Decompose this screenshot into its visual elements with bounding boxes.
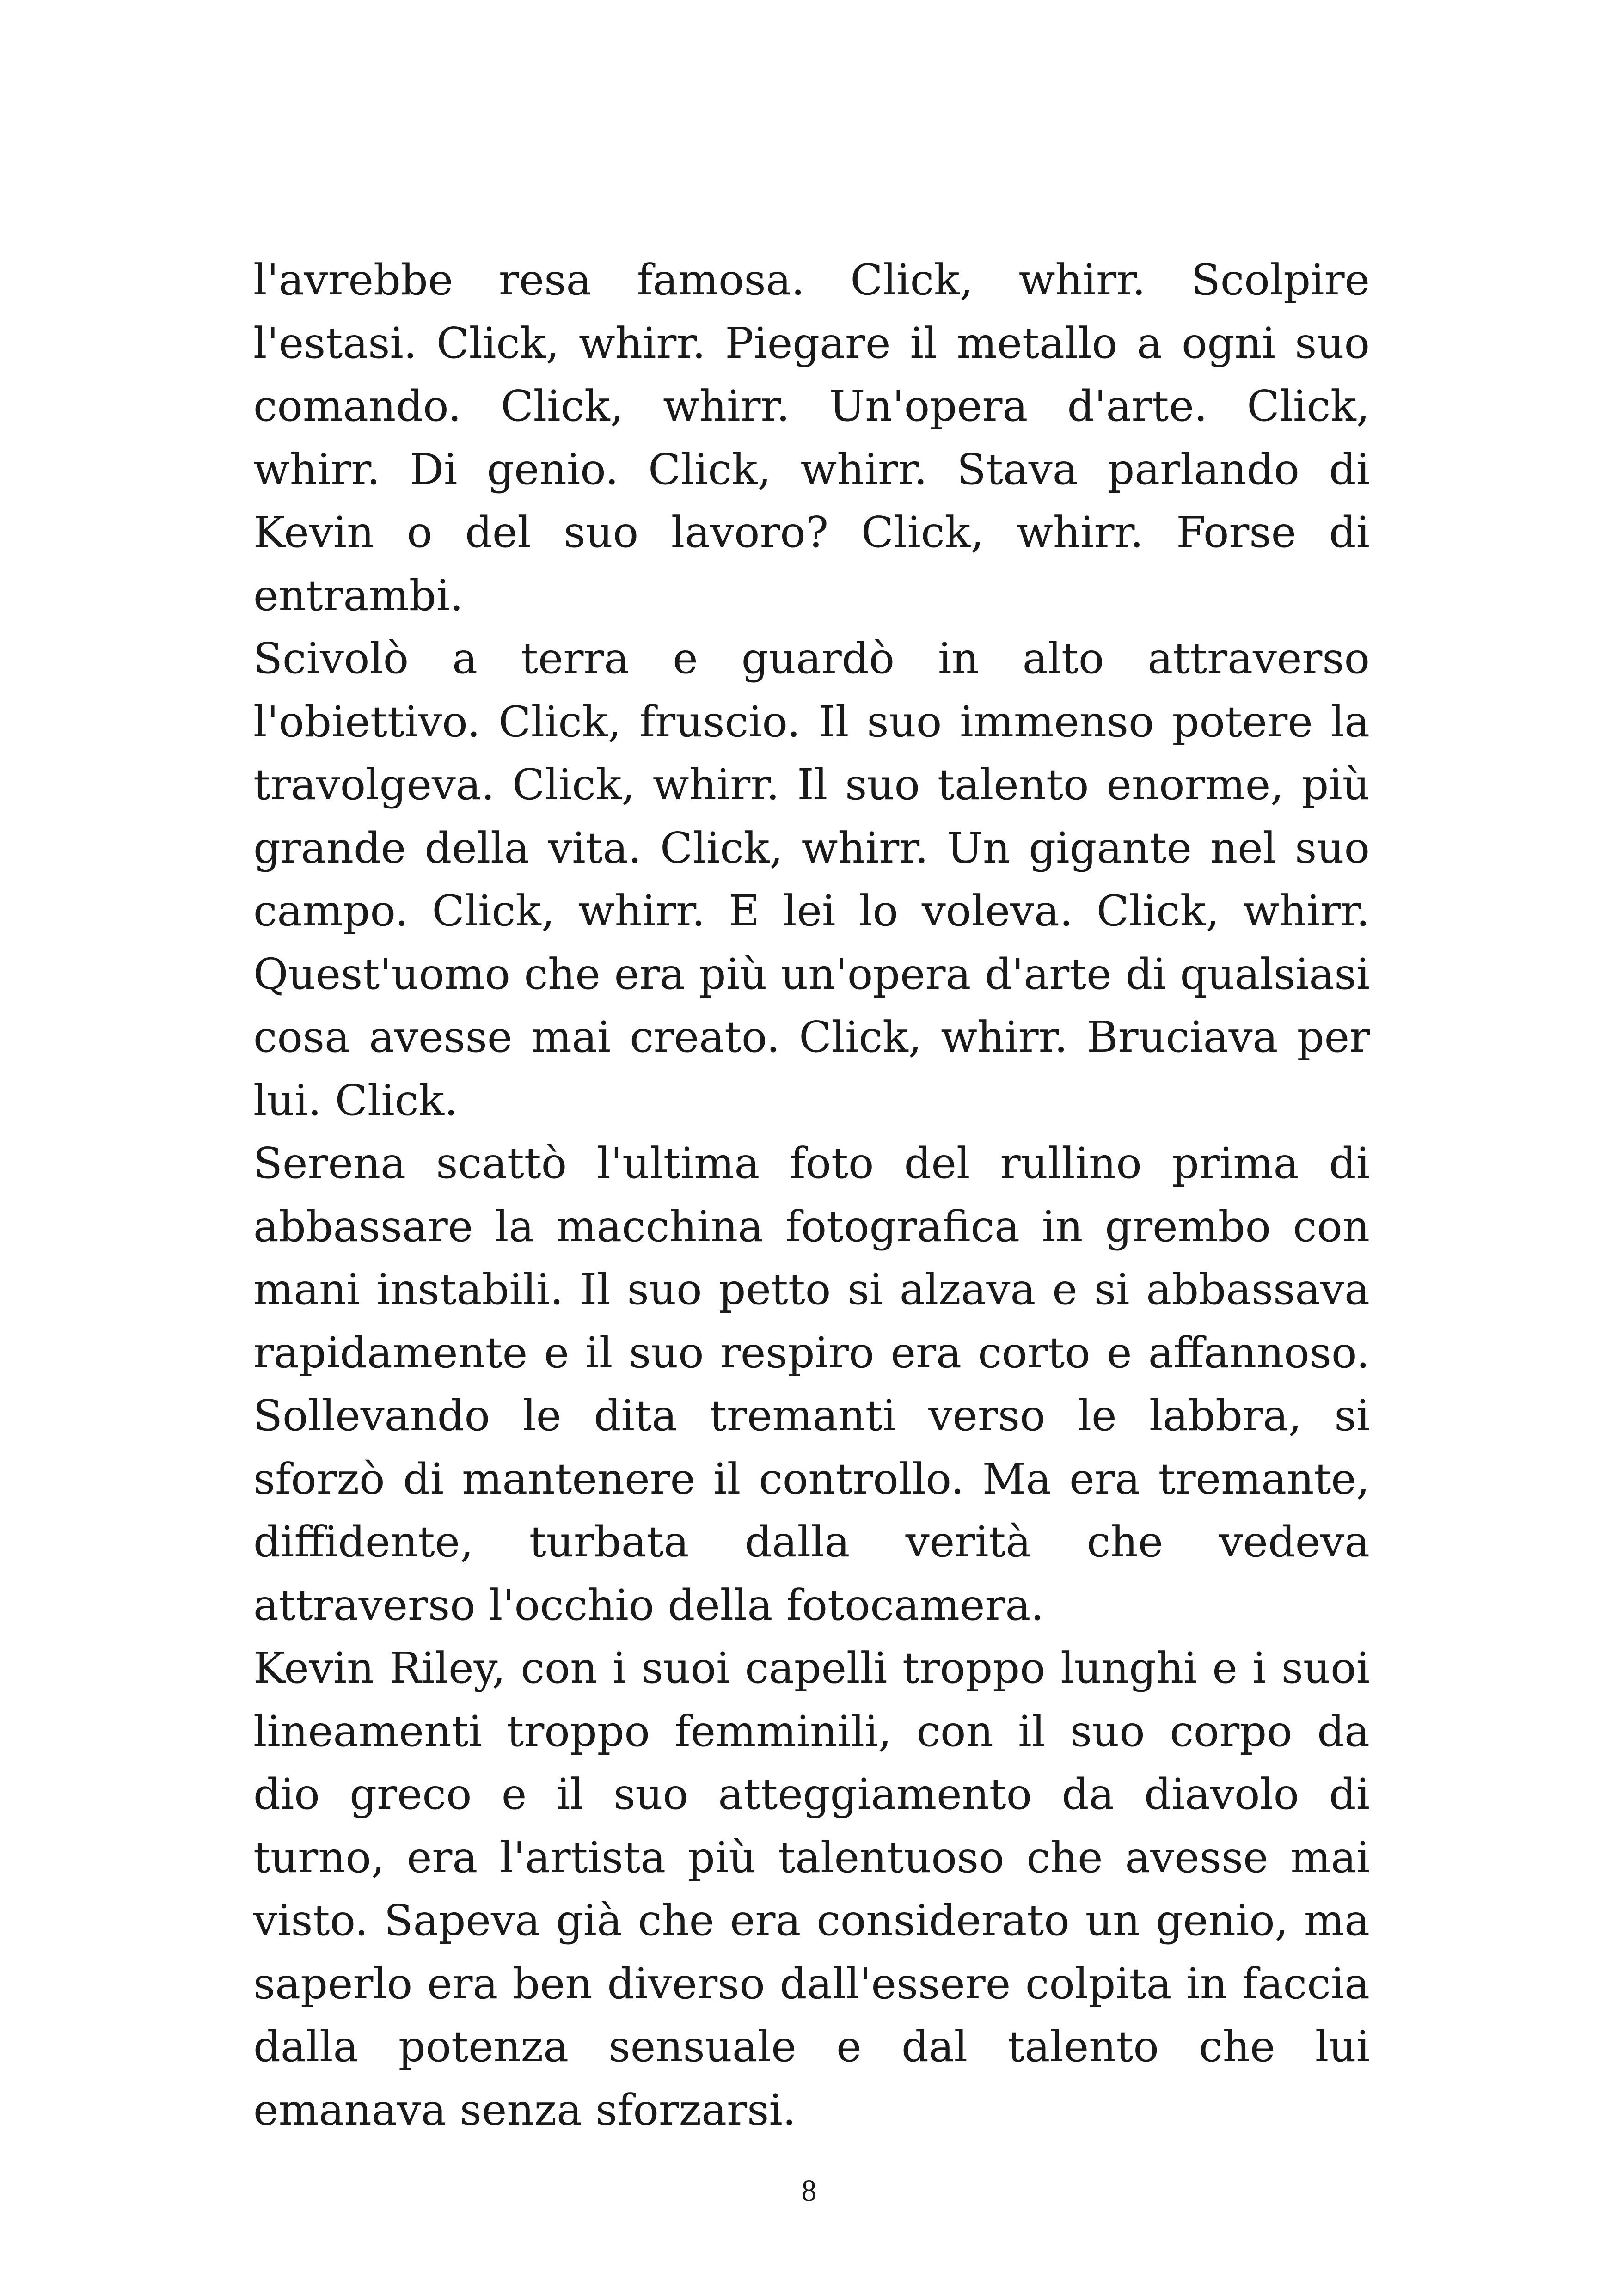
- paragraph: Serena scattò l'ultima foto del rullino prima di abbassare la macchina fotografica in grembo con mani instabili. Il suo petto si alzava e si abbassava rapidamente e il suo respiro era corto e affannoso. Sollevando le dita tremanti verso le labbra, si sforzò di mantenere il controllo. Ma era tremante, diffidente, turbata dalla verità che vedeva attraverso l'occhio della fotocamera.: [253, 1139, 1370, 1630]
- paragraph: Kevin Riley, con i suoi capelli troppo lunghi e i suoi lineamenti troppo femminili, con il suo corpo da dio greco e il suo atteggiamento da diavolo di turno, era l'artista più talentuoso che avesse mai visto. Sapeva già che era considerato un genio, ma saperlo era ben diverso dall'essere colpita in faccia dalla potenza sensuale e dal talento che lui emanava senza sforzarsi.: [253, 1643, 1370, 2135]
- page-number: 8: [801, 2174, 817, 2208]
- paragraph: l'avrebbe resa famosa. Click, whirr. Scolpire l'estasi. Click, whirr. Piegare il metallo a ogni suo comando. Click, whirr. Un'opera d'arte. Click, whirr. Di genio. Click, whirr. Stava parlando di Kevin o del suo lavoro? Click, whirr. Forse di entrambi.: [253, 255, 1370, 620]
- paragraph: Scivolò a terra e guardò in alto attraverso l'obiettivo. Click, fruscio. Il suo immenso potere la travolgeva. Click, whirr. Il suo talento enorme, più grande della vita. Click, whirr. Un gigante nel suo campo. Click, whirr. E lei lo voleva. Click, whirr. Quest'uomo che era più un'opera d'arte di qualsiasi cosa avesse mai creato. Click, whirr. Bruciava per lui. Click.: [253, 634, 1370, 1125]
- body-text: [253, 249, 1370, 2142]
